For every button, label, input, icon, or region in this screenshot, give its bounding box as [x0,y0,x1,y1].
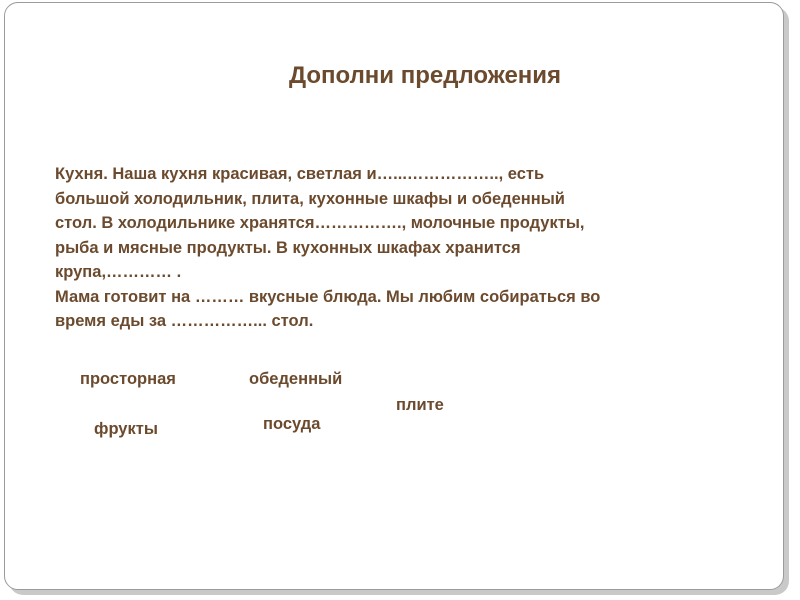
word-option-frukty[interactable]: фрукты [94,420,158,438]
paragraph-line: большой холодильник, плита, кухонные шкафы и обеденный [55,189,565,208]
paragraph-line: рыба и мясные продукты. В кухонных шкафах хранится [55,238,521,257]
word-option-posuda[interactable]: посуда [263,415,321,433]
word-option-obedenny[interactable]: обеденный [249,370,343,388]
paragraph-line: Мама готовит на ……… вкусные блюда. Мы любим собираться во [55,287,601,306]
word-option-plite[interactable]: плите [396,396,444,414]
exercise-paragraph [55,162,755,334]
page-title: Дополни предложения [288,62,562,89]
paragraph-line: стол. В холодильнике хранятся……………., молочные продукты, [55,214,585,232]
paragraph-line: крупа,………… . [55,263,182,281]
paragraph-line: время еды за ……………... стол. [55,312,314,330]
word-option-prostornaya[interactable]: просторная [80,370,176,388]
paragraph-line: Кухня. Наша кухня красивая, светлая и…...…………….., есть [55,165,545,183]
